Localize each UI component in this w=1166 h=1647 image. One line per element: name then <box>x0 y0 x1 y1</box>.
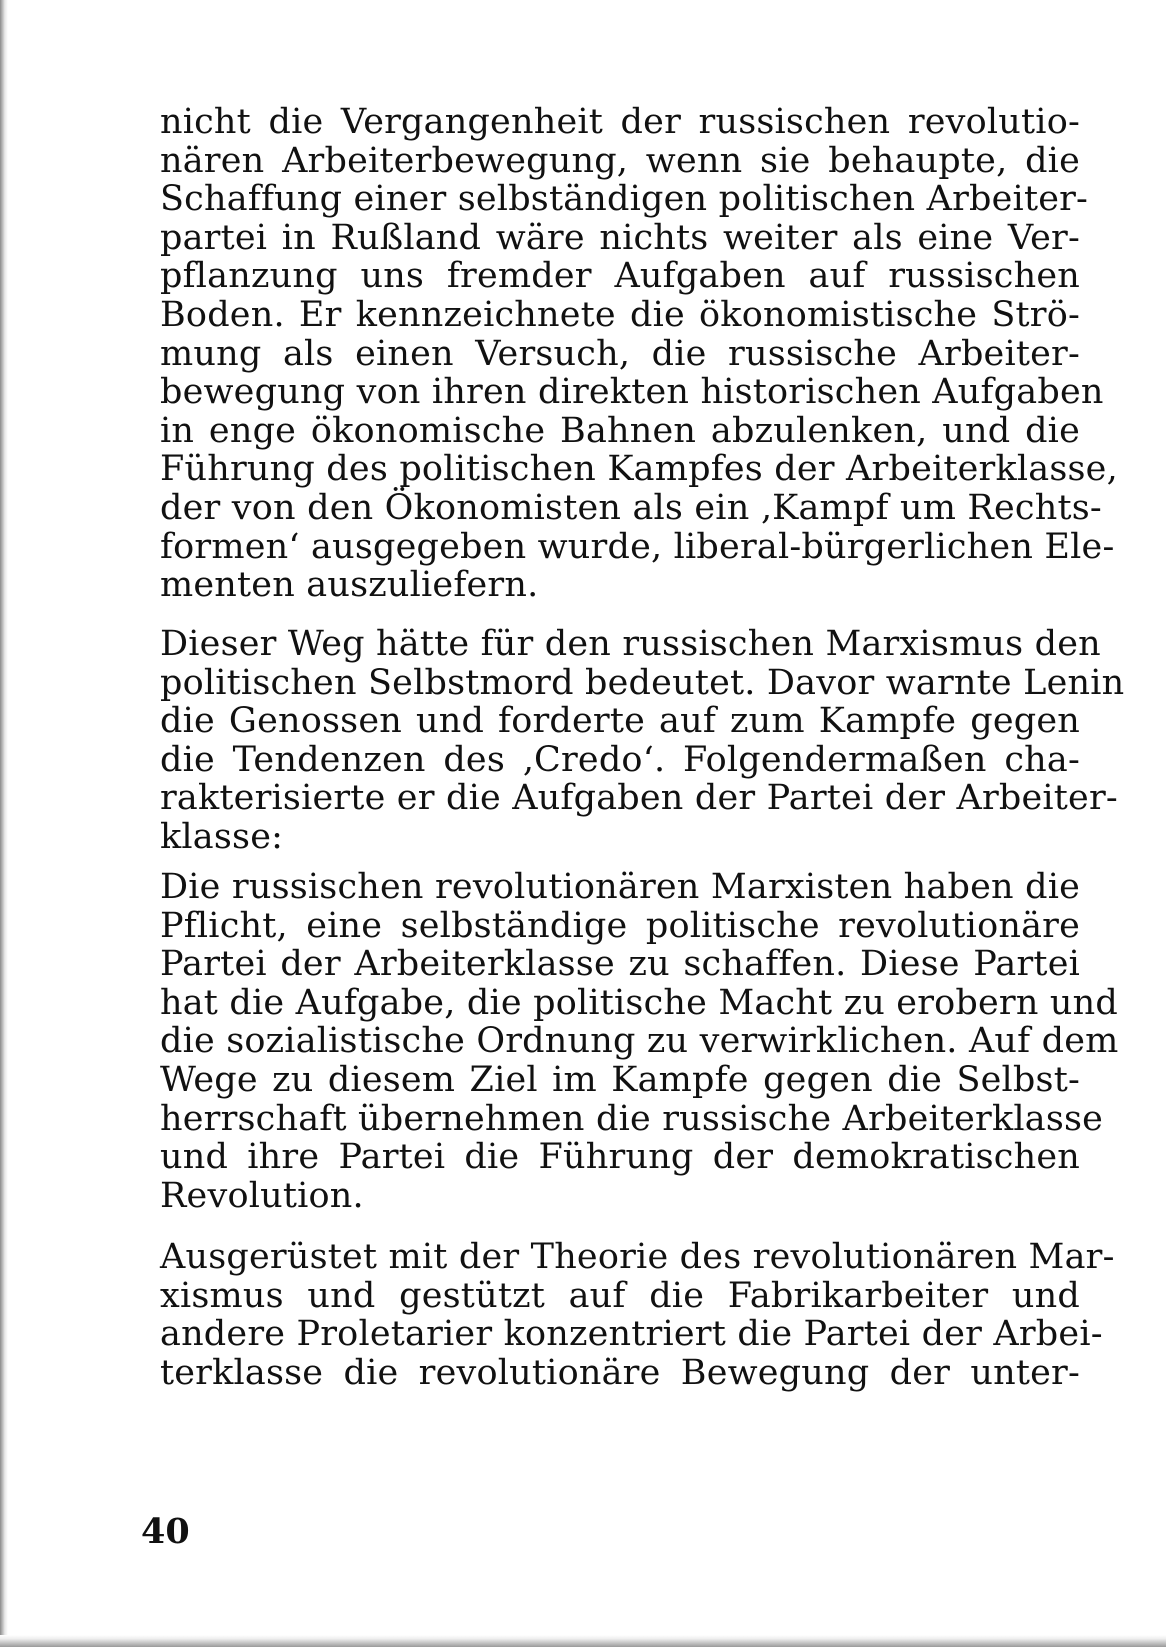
page-number: 40 <box>141 1511 190 1552</box>
text-line: nicht die Vergangenheit der russischen revolutio- <box>160 102 1080 142</box>
text-line: nären Arbeiterbewegung, wenn sie behaupte, die <box>160 140 1080 181</box>
scan-edge-bottom <box>0 1635 1166 1647</box>
text-line: formen‘ ausgegeben wurde, liberal-bürgerlichen Ele- <box>160 526 1115 567</box>
text-line: Führung des politischen Kampfes der Arbeiterklasse, <box>160 449 1118 490</box>
text-line: bewegung von ihren direkten historischen Aufgaben <box>160 372 1104 413</box>
text-line: die sozialistische Ordnung zu verwirklichen. Auf dem <box>160 1021 1119 1062</box>
text-line: menten auszuliefern. <box>160 565 539 606</box>
text-line: klasse: <box>160 816 284 857</box>
text-line: herrschaft übernehmen die russische Arbeiterklasse <box>160 1098 1104 1139</box>
text-line: der von den Ökonomisten als ein ‚Kampf um Rechts- <box>160 487 1102 528</box>
text-line: xismus und gestützt auf die Fabrikarbeiter und <box>160 1275 1080 1316</box>
text-line: in enge ökonomische Bahnen abzulenken, und die <box>160 410 1080 451</box>
text-line: politischen Selbstmord bedeutet. Davor warnte Lenin <box>160 662 1125 703</box>
text-line: terklasse die revolutionäre Bewegung der unter- <box>160 1352 1080 1393</box>
text-line: Pflicht, eine selbständige politische revolutionäre <box>160 905 1080 946</box>
text-line: Ausgerüstet mit der Theorie des revolutionären Mar- <box>160 1237 1115 1277</box>
text-line: partei in Rußland wäre nichts weiter als eine Ver- <box>160 217 1080 258</box>
paragraph-2 <box>160 624 1125 857</box>
text-line: Schaffung einer selbständigen politischen Arbeiter- <box>160 179 1089 220</box>
text-line: mung als einen Versuch, die russische Arbeiter- <box>160 333 1080 374</box>
text-line: Dieser Weg hätte für den russischen Marxismus den <box>160 624 1101 664</box>
paragraph-4 <box>160 1237 1115 1393</box>
text-line: Wege zu diesem Ziel im Kampfe gegen die Selbst- <box>160 1059 1080 1100</box>
text-line: die Tendenzen des ‚Credo‘. Folgendermaßen cha- <box>160 739 1080 780</box>
paragraph-1 <box>160 102 1118 606</box>
text-line: rakterisierte er die Aufgaben der Partei der Arbeiter- <box>160 778 1118 819</box>
text-line: Partei der Arbeiterklasse zu schaffen. Diese Partei <box>160 944 1080 985</box>
text-line: andere Proletarier konzentriert die Partei der Arbei- <box>160 1314 1103 1355</box>
text-line: Boden. Er kennzeichnete die ökonomistische Strö- <box>160 294 1080 335</box>
paragraph-3 <box>160 867 1119 1216</box>
text-line: pflanzung uns fremder Aufgaben auf russischen <box>160 256 1080 297</box>
text-line: und ihre Partei die Führung der demokratischen <box>160 1137 1080 1178</box>
text-line: hat die Aufgabe, die politische Macht zu erobern und <box>160 982 1119 1023</box>
text-line: Die russischen revolutionären Marxisten haben die <box>160 867 1080 907</box>
scan-edge-left <box>0 0 8 1647</box>
text-line: die Genossen und forderte auf zum Kampfe gegen <box>160 701 1080 742</box>
text-line: Revolution. <box>160 1175 364 1216</box>
